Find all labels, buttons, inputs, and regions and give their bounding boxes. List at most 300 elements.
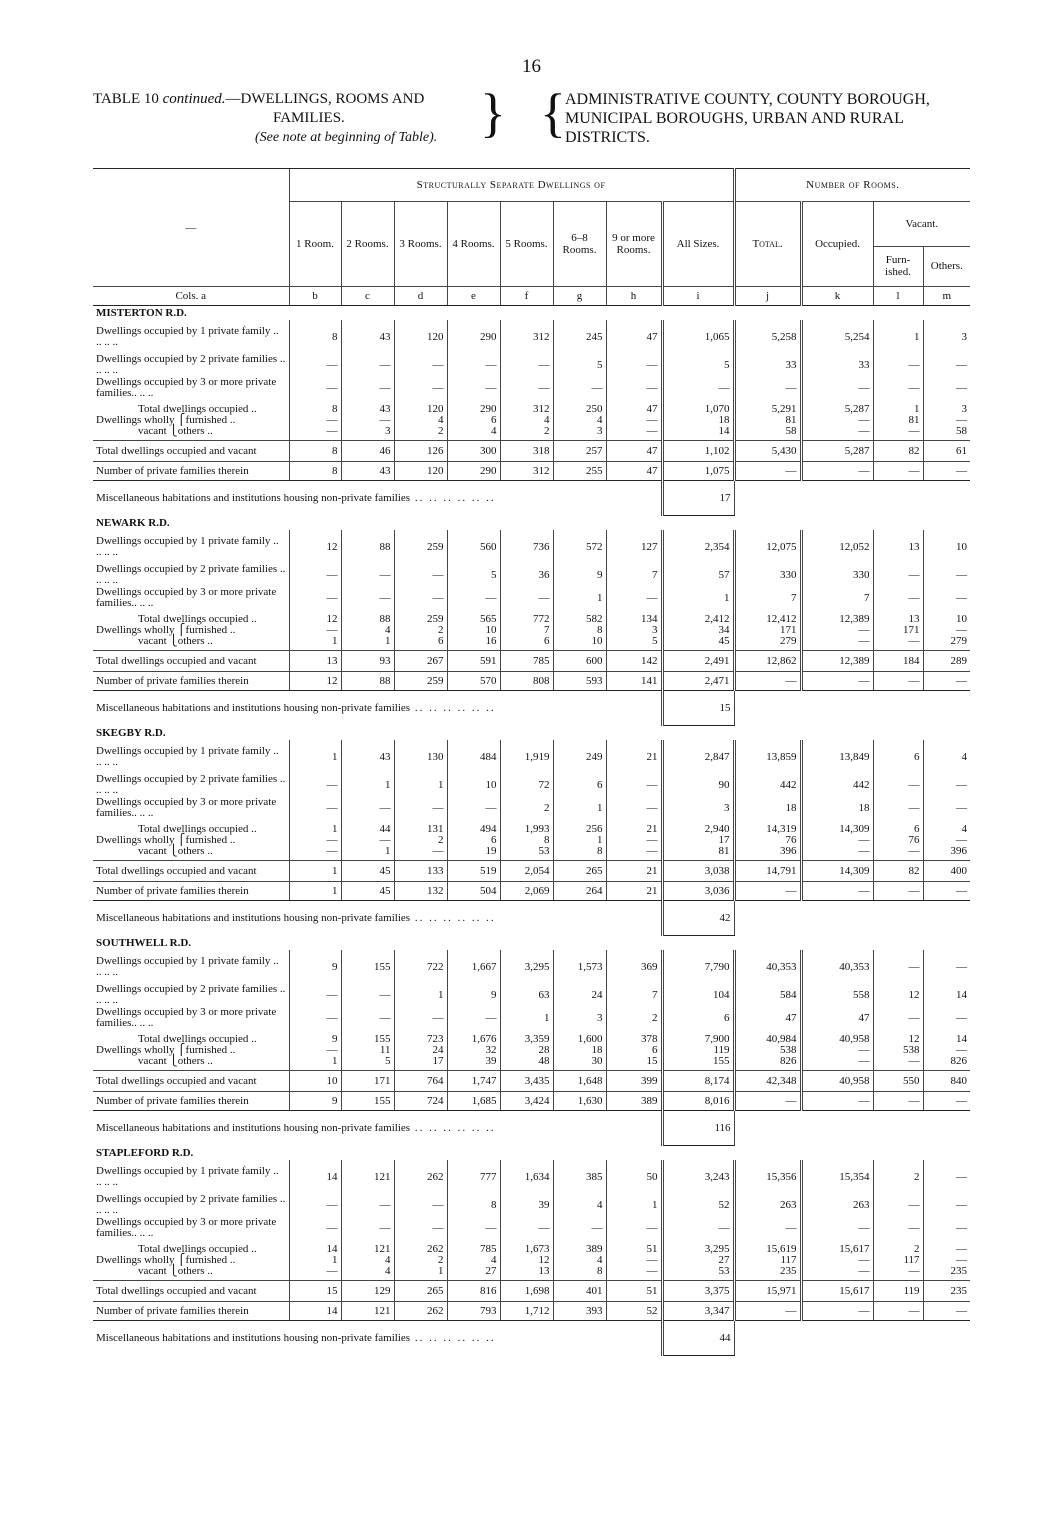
cell-rt_oth: 396	[950, 844, 968, 857]
cell-r1-col-11: —	[873, 950, 923, 984]
cell-r3-col-12: —	[923, 1216, 970, 1240]
cell-r2-col-6: 6	[553, 774, 606, 796]
row-label: Dwellings wholly ⎧furnished ..	[96, 413, 236, 426]
cell-r2-col-12: 14	[923, 984, 970, 1006]
cell-rt_furn: 4	[491, 1253, 497, 1266]
cell-r2-col-6: 9	[553, 564, 606, 586]
cell-r3-col-3: —	[394, 1216, 447, 1240]
cell-r1-col-8: 7,790	[662, 950, 734, 984]
cell-stack-col-7	[606, 610, 662, 651]
cell-rt_oth: 10	[591, 634, 603, 647]
leader-dots: .. .. .. .. .. ..	[410, 491, 496, 504]
cell-r2-col-3: —	[394, 564, 447, 586]
cell-rfam-col-4: 570	[447, 672, 500, 691]
blank-cell	[734, 1111, 970, 1146]
continued-label: continued.	[162, 91, 226, 107]
cell-rt_occ: 1,993	[524, 822, 550, 835]
cell-r3-col-5: —	[500, 1216, 553, 1240]
col-head-all-sizes: All Sizes.	[662, 202, 734, 287]
cell-r2-col-10: 558	[801, 984, 873, 1006]
cell-rt_occ: 43	[379, 402, 391, 415]
table-row-rfam	[93, 462, 970, 481]
table-note: (See note at beginning of Table).	[255, 130, 438, 145]
cell-r3-col-11: —	[873, 1216, 923, 1240]
misc-value: 42	[662, 901, 734, 936]
cell-rt_furn: 4	[385, 623, 391, 636]
cell-rfam-col-1: 9	[289, 1092, 341, 1111]
cell-r3-col-6: 3	[553, 1006, 606, 1030]
row-label-group	[93, 1240, 289, 1281]
cell-stack-col-7	[606, 1240, 662, 1281]
cell-rt_furn: 4	[544, 413, 550, 426]
cell-r2-col-4: 8	[447, 1194, 500, 1216]
cell-rtot-col-3: 267	[394, 651, 447, 672]
cell-rt_oth: 58	[956, 424, 968, 437]
cell-r1-col-8: 2,847	[662, 740, 734, 774]
cell-rt_furn: 76	[785, 833, 797, 846]
cell-rt_occ: 120	[427, 402, 444, 415]
cell-r1-col-10: 5,254	[801, 320, 873, 354]
cell-r1-col-12: —	[923, 1160, 970, 1194]
cell-rt_oth: 19	[485, 844, 497, 857]
row-label: Total dwellings occupied and vacant	[93, 441, 289, 462]
cell-rt_oth: 16	[485, 634, 497, 647]
cell-r2-col-5: 63	[500, 984, 553, 1006]
cell-rt_furn: —	[379, 833, 391, 846]
cell-r3-col-7: —	[606, 376, 662, 400]
cell-rt_oth: 235	[780, 1264, 797, 1277]
cell-rtot-col-8: 2,491	[662, 651, 734, 672]
col-head-2-rooms: 2 Rooms.	[341, 202, 394, 287]
cell-r2-col-11: —	[873, 564, 923, 586]
blank-cell	[734, 691, 970, 726]
cell-rt_furn: —	[956, 1253, 968, 1266]
cell-r3-col-1: —	[289, 1006, 341, 1030]
cell-r1-col-2: 121	[341, 1160, 394, 1194]
cell-rt_furn: —	[858, 1253, 870, 1266]
cell-stack-col-12	[923, 820, 970, 861]
cell-rt_occ: 88	[379, 612, 391, 625]
cell-stack-col-11	[873, 1030, 923, 1071]
cell-r2-col-9: 584	[734, 984, 801, 1006]
table-row	[93, 1216, 970, 1240]
cell-rt_oth: 81	[718, 844, 730, 857]
cell-rt_oth: 1	[332, 1054, 338, 1067]
cell-rfam-col-7: 389	[606, 1092, 662, 1111]
blank-cell	[734, 481, 970, 516]
cell-rt_oth: 6	[544, 634, 550, 647]
leader-dots: .. .. .. .. .. ..	[410, 911, 496, 924]
table-row-rtot	[93, 1281, 970, 1302]
misc-label	[93, 481, 662, 516]
cell-r3-col-4: —	[447, 586, 500, 610]
row-label: vacant ⎩others ..	[138, 424, 213, 437]
cell-rt_occ: 14,309	[839, 822, 870, 835]
cell-rt_furn: —	[858, 833, 870, 846]
cell-stack-col-9	[734, 1240, 801, 1281]
cell-rtot-col-11: 82	[873, 441, 923, 462]
cell-r2-col-11: —	[873, 1194, 923, 1216]
cell-rtot-col-1: 8	[289, 441, 341, 462]
row-label: Dwellings occupied by 2 private families .. .. .. ..	[96, 1193, 286, 1216]
cell-rfam-col-9: —	[734, 1092, 801, 1111]
col-letter: d	[394, 287, 447, 306]
cell-rt_furn: 81	[785, 413, 797, 426]
cell-stack-col-7	[606, 400, 662, 441]
cell-rt_furn: 538	[780, 1043, 797, 1056]
cell-r1-col-3: 262	[394, 1160, 447, 1194]
cell-r1-col-3: 722	[394, 950, 447, 984]
misc-value: 44	[662, 1321, 734, 1356]
cell-rt_occ: 1	[332, 822, 338, 835]
column-letters-row	[93, 287, 970, 306]
cell-rfam-col-6: 264	[553, 882, 606, 901]
misc-value: 15	[662, 691, 734, 726]
row-label: Total dwellings occupied ..	[138, 822, 257, 835]
cell-rt_furn: 12	[538, 1253, 550, 1266]
cell-r2-col-1: —	[289, 354, 341, 376]
cell-stack-col-11	[873, 820, 923, 861]
cell-stack-col-4	[447, 400, 500, 441]
cell-rfam-col-11: —	[873, 882, 923, 901]
cell-r3-col-11: —	[873, 376, 923, 400]
row-label-group	[93, 1030, 289, 1071]
cell-rt_oth: 826	[780, 1054, 797, 1067]
cell-rfam-col-5: 2,069	[500, 882, 553, 901]
cell-stack-col-10	[801, 820, 873, 861]
cell-r1-col-2: 155	[341, 950, 394, 984]
table-row	[93, 376, 970, 400]
col-head-others: Others.	[923, 246, 970, 286]
table-row-misc	[93, 481, 970, 516]
cell-r1-col-4: 290	[447, 320, 500, 354]
misc-label-text: Miscellaneous habitations and institutions housing non-private families	[96, 911, 411, 924]
cell-rtot-col-11: 82	[873, 861, 923, 882]
cell-r1-col-10: 15,354	[801, 1160, 873, 1194]
cell-r3-col-8: —	[662, 1216, 734, 1240]
cell-rt_oth: 396	[780, 844, 797, 857]
cell-rtot-col-6: 265	[553, 861, 606, 882]
row-label: Dwellings occupied by 3 or more private families.. .. ..	[96, 586, 277, 609]
cell-r1-col-3: 120	[394, 320, 447, 354]
col-letter: l	[873, 287, 923, 306]
cell-r3-col-4: —	[447, 376, 500, 400]
cell-r1-col-1: 1	[289, 740, 341, 774]
cell-rt_furn: —	[646, 413, 658, 426]
cell-rt_furn: 76	[908, 833, 920, 846]
row-label: Dwellings wholly ⎧furnished ..	[96, 1253, 236, 1266]
cell-rfam-col-7: 21	[606, 882, 662, 901]
cell-rtot-col-11: 119	[873, 1281, 923, 1302]
cell-r1-col-1: 8	[289, 320, 341, 354]
cell-rt_occ: 121	[374, 1242, 391, 1255]
cell-rfam-col-4: 504	[447, 882, 500, 901]
cell-r2-col-5: 72	[500, 774, 553, 796]
cell-rtot-col-9: 14,791	[734, 861, 801, 882]
cell-rt_furn: —	[646, 1253, 658, 1266]
cell-rt_occ: 1,600	[577, 1032, 603, 1045]
table-heading-line2: FAMILIES.	[273, 110, 345, 126]
table-row	[93, 564, 970, 586]
cell-r3-col-10: —	[801, 376, 873, 400]
cell-rt_oth: —	[858, 844, 870, 857]
cell-rt_occ: 40,984	[766, 1032, 797, 1045]
cell-rtot-col-4: 1,747	[447, 1071, 500, 1092]
cell-r1-col-8: 3,243	[662, 1160, 734, 1194]
col-head-vacant: Vacant.	[873, 202, 970, 247]
cell-rfam-col-12: —	[923, 882, 970, 901]
col-head-9-more-rooms: 9 or more Rooms.	[606, 202, 662, 287]
cell-r1-col-5: 1,919	[500, 740, 553, 774]
cell-rt_furn: —	[858, 413, 870, 426]
cell-r3-col-8: 1	[662, 586, 734, 610]
cell-r2-col-12: —	[923, 564, 970, 586]
leader-dots: .. .. .. .. .. ..	[410, 1121, 496, 1134]
district-name: NEWARK R.D.	[96, 517, 170, 529]
cell-rt_occ: 12	[326, 612, 338, 625]
cell-r2-col-7: —	[606, 354, 662, 376]
cell-rtot-col-10: 14,309	[801, 861, 873, 882]
cell-rt_occ: 51	[646, 1242, 658, 1255]
cell-rtot-col-8: 3,375	[662, 1281, 734, 1302]
cell-stack-col-6	[553, 610, 606, 651]
cell-rt_oth: 48	[538, 1054, 550, 1067]
cell-rt_occ: 2,412	[704, 612, 730, 625]
leader-dots: .. .. .. .. .. ..	[410, 701, 496, 714]
cell-stack-col-2	[341, 610, 394, 651]
cell-rtot-col-12: 400	[923, 861, 970, 882]
cell-r3-col-4: —	[447, 1006, 500, 1030]
area-title-line3: DISTRICTS.	[565, 129, 650, 146]
row-label: Total dwellings occupied and vacant	[93, 1281, 289, 1302]
cell-r3-col-9: 7	[734, 586, 801, 610]
cell-rtot-col-3: 133	[394, 861, 447, 882]
cell-rt_oth: 53	[718, 1264, 730, 1277]
cell-r3-col-7: 2	[606, 1006, 662, 1030]
cell-r3-col-6: 1	[553, 586, 606, 610]
cell-r2-col-5: 39	[500, 1194, 553, 1216]
cell-rfam-col-7: 52	[606, 1302, 662, 1321]
cell-r2-col-11: —	[873, 774, 923, 796]
cell-rt_occ: 290	[480, 402, 497, 415]
row-label-group	[93, 820, 289, 861]
cell-r2-col-11: —	[873, 354, 923, 376]
cell-stack-col-4	[447, 820, 500, 861]
cell-rt_furn: —	[956, 1043, 968, 1056]
cell-rt_occ: 2	[914, 1242, 920, 1255]
table-title	[93, 90, 493, 147]
cell-rtot-col-4: 519	[447, 861, 500, 882]
cell-rt_occ: 134	[641, 612, 658, 625]
cell-rtot-col-4: 300	[447, 441, 500, 462]
cell-rtot-col-6: 1,648	[553, 1071, 606, 1092]
cell-rt_occ: 3,359	[524, 1032, 550, 1045]
cell-rfam-col-10: —	[801, 882, 873, 901]
cell-rtot-col-10: 5,287	[801, 441, 873, 462]
cell-rtot-col-12: 840	[923, 1071, 970, 1092]
cell-rt_oth: 155	[713, 1054, 730, 1067]
cell-stack-col-11	[873, 400, 923, 441]
cell-r3-col-12: —	[923, 376, 970, 400]
cell-rfam-col-12: —	[923, 1302, 970, 1321]
row-label: Dwellings occupied by 1 private family .. .. .. ..	[96, 325, 279, 348]
cell-r3-col-6: —	[553, 1216, 606, 1240]
cell-r2-col-3: 1	[394, 774, 447, 796]
cell-rtot-col-9: 42,348	[734, 1071, 801, 1092]
cell-rt_oth: —	[858, 424, 870, 437]
cell-rfam-col-3: 724	[394, 1092, 447, 1111]
cell-rt_oth: —	[908, 844, 920, 857]
cell-stack-col-10	[801, 400, 873, 441]
cell-rt_furn: 11	[379, 1043, 391, 1056]
cell-rt_furn: 4	[385, 1253, 391, 1266]
cell-rt_occ: 259	[427, 612, 444, 625]
table-row-rfam	[93, 1092, 970, 1111]
cell-rfam-col-9: —	[734, 672, 801, 691]
cell-rt_occ: 772	[533, 612, 550, 625]
cell-stack-col-8	[662, 400, 734, 441]
cell-rt_occ: 8	[332, 402, 338, 415]
cell-rtot-col-8: 8,174	[662, 1071, 734, 1092]
cell-stack-col-9	[734, 1030, 801, 1071]
cell-r2-col-8: 90	[662, 774, 734, 796]
table-row	[93, 774, 970, 796]
cell-rtot-col-7: 399	[606, 1071, 662, 1092]
cell-r2-col-10: 263	[801, 1194, 873, 1216]
cell-r1-col-6: 385	[553, 1160, 606, 1194]
cell-r3-col-7: —	[606, 1216, 662, 1240]
misc-label-text: Miscellaneous habitations and institutions housing non-private families	[96, 701, 411, 714]
cell-rt_occ: 44	[379, 822, 391, 835]
col-letter: m	[923, 287, 970, 306]
cell-stack-col-5	[500, 1030, 553, 1071]
row-label: vacant ⎩others ..	[138, 1264, 213, 1277]
cell-r1-col-10: 40,353	[801, 950, 873, 984]
cell-rt_oth: —	[432, 844, 444, 857]
cell-r1-col-6: 1,573	[553, 950, 606, 984]
cell-rt_furn: —	[956, 833, 968, 846]
cell-rtot-col-10: 15,617	[801, 1281, 873, 1302]
cell-rfam-col-6: 255	[553, 462, 606, 481]
cell-r2-col-9: 330	[734, 564, 801, 586]
cell-rfam-col-1: 14	[289, 1302, 341, 1321]
cell-rt_oth: —	[646, 424, 658, 437]
cell-stack-col-10	[801, 1030, 873, 1071]
cell-rtot-col-4: 816	[447, 1281, 500, 1302]
cell-r2-col-7: 1	[606, 1194, 662, 1216]
dwellings-table	[93, 168, 970, 1356]
cell-stack-col-5	[500, 610, 553, 651]
cell-rfam-col-11: —	[873, 1302, 923, 1321]
table-row	[93, 354, 970, 376]
cell-rt_oth: 45	[718, 634, 730, 647]
cell-r1-col-4: 484	[447, 740, 500, 774]
cell-rt_occ: 1	[914, 402, 920, 415]
cell-r1-col-11: 13	[873, 530, 923, 564]
cell-rt_occ: 4	[961, 822, 968, 835]
cell-r3-col-10: —	[801, 1216, 873, 1240]
header-dash: —	[93, 169, 289, 287]
col-head-furnished: Furn- ished.	[873, 246, 923, 286]
cell-rt_oth: 13	[538, 1264, 550, 1277]
cell-r3-col-1: —	[289, 796, 341, 820]
cell-rt_occ: —	[956, 1242, 968, 1255]
col-head-occupied: Occupied.	[801, 202, 873, 287]
table-row	[93, 796, 970, 820]
cell-r3-col-1: —	[289, 586, 341, 610]
cell-r1-col-2: 43	[341, 320, 394, 354]
cell-r1-col-5: 3,295	[500, 950, 553, 984]
cell-r1-col-1: 9	[289, 950, 341, 984]
row-label: Number of private families therein	[93, 882, 289, 901]
cell-rt_furn: —	[326, 833, 338, 846]
cell-rt_furn: 10	[485, 623, 497, 636]
cell-rt_furn: 2	[438, 1253, 444, 1266]
cell-rt_furn: 27	[718, 1253, 730, 1266]
cell-r1-col-6: 249	[553, 740, 606, 774]
row-label: Dwellings occupied by 1 private family .. .. .. ..	[96, 535, 279, 558]
cell-rtot-col-12: 61	[923, 441, 970, 462]
cell-stack-col-6	[553, 1240, 606, 1281]
cell-r3-col-7: —	[606, 796, 662, 820]
group-header-rooms: Number of Rooms.	[734, 169, 970, 202]
cell-r3-col-9: 18	[734, 796, 801, 820]
cell-stack-col-6	[553, 1030, 606, 1071]
cell-rt_oth: 1	[332, 634, 338, 647]
cell-r3-col-4: —	[447, 1216, 500, 1240]
cell-r1-col-6: 572	[553, 530, 606, 564]
cell-rt_furn: —	[956, 623, 968, 636]
cell-rt_oth: 1	[438, 1264, 444, 1277]
cell-r3-col-1: —	[289, 376, 341, 400]
cell-rtot-col-9: 12,862	[734, 651, 801, 672]
cell-rfam-col-11: —	[873, 462, 923, 481]
cell-r1-col-3: 259	[394, 530, 447, 564]
cell-stack-col-3	[394, 610, 447, 651]
cell-stack-col-8	[662, 1030, 734, 1071]
row-label: Dwellings occupied by 1 private family .. .. .. ..	[96, 745, 279, 768]
cell-stack-col-7	[606, 820, 662, 861]
cell-rt_occ: 47	[646, 402, 658, 415]
cell-r3-col-9: —	[734, 376, 801, 400]
cell-r1-col-3: 130	[394, 740, 447, 774]
cell-rt_oth: 279	[780, 634, 797, 647]
cell-stack-col-12	[923, 610, 970, 651]
col-letter: c	[341, 287, 394, 306]
misc-label	[93, 691, 662, 726]
cell-stack-col-10	[801, 1240, 873, 1281]
cell-r3-col-1: —	[289, 1216, 341, 1240]
cell-rfam-col-2: 121	[341, 1302, 394, 1321]
cell-rfam-col-5: 312	[500, 462, 553, 481]
cell-rt_occ: 40,958	[839, 1032, 870, 1045]
cell-r1-col-7: 47	[606, 320, 662, 354]
cell-rfam-col-4: 1,685	[447, 1092, 500, 1111]
cell-rt_occ: 1,673	[524, 1242, 550, 1255]
cell-rfam-col-5: 808	[500, 672, 553, 691]
cell-r1-col-9: 5,258	[734, 320, 801, 354]
cell-rt_occ: 13	[908, 612, 920, 625]
row-label: Dwellings occupied by 1 private family .. .. .. ..	[96, 1165, 279, 1188]
row-label: Total dwellings occupied and vacant	[93, 861, 289, 882]
cell-r2-col-2: —	[341, 1194, 394, 1216]
cell-rt_occ: 256	[586, 822, 603, 835]
blank-cell	[734, 1321, 970, 1356]
table-heading-line1: —DWELLINGS, ROOMS AND	[225, 91, 425, 107]
cell-rtot-col-5: 2,054	[500, 861, 553, 882]
cell-r2-col-12: —	[923, 354, 970, 376]
cell-rfam-col-2: 45	[341, 882, 394, 901]
